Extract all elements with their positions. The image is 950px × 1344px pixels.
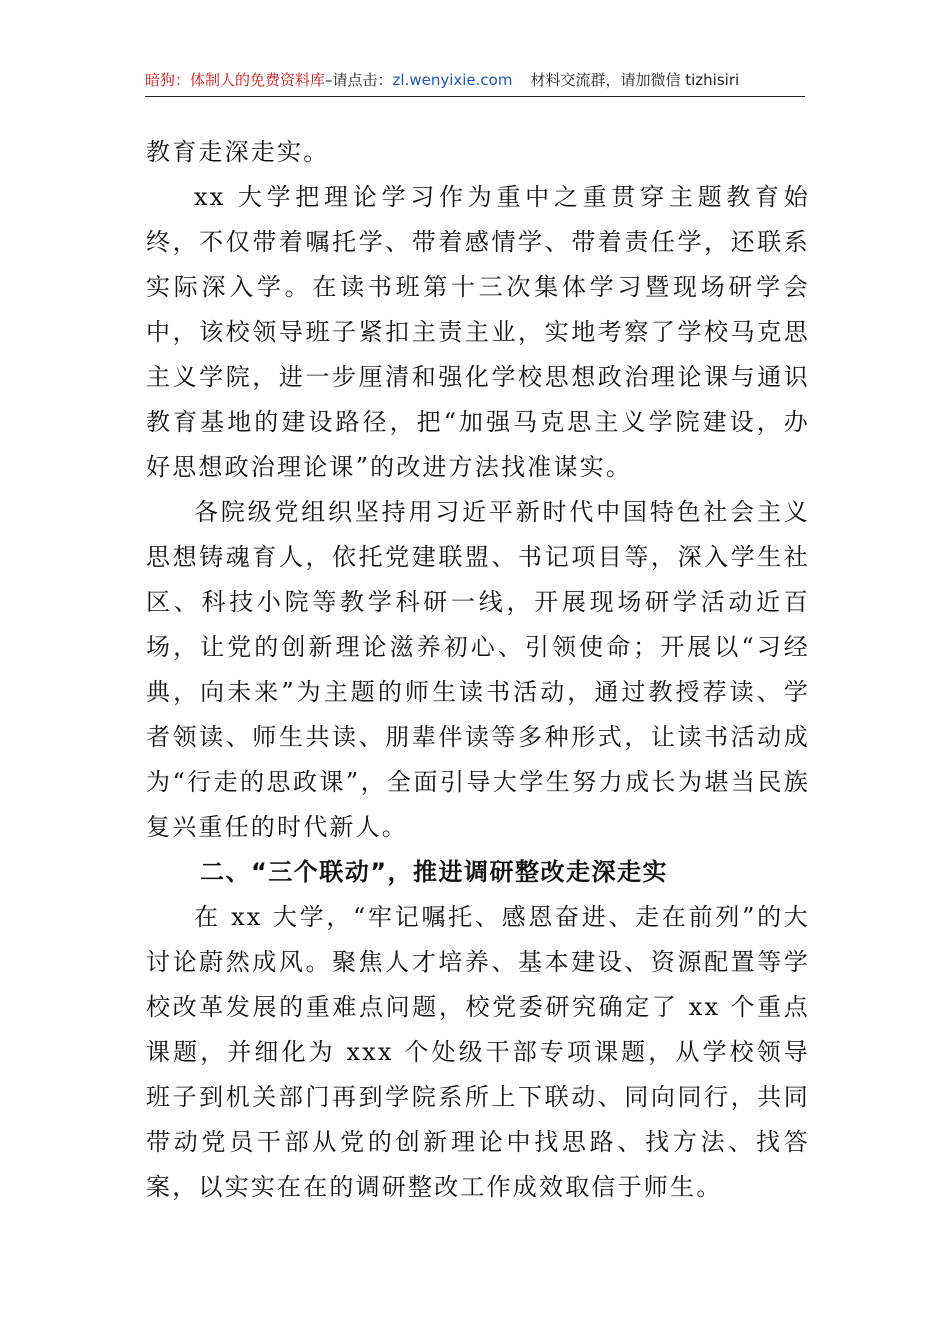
header-divider [145,96,805,97]
paragraph-research-rectification: 在 xx 大学，“牢记嘱托、感恩奋进、走在前列”的大讨论蔚然成风。聚焦人才培养、基本建设、资源配置等学校改革发展的重难点问题，校党委研究确定了 xx 个重点课题，并细化为 xxx 个处级干部专项课题，从学校领导班子到机关部门再到学院系所上下联动、同向同行，共同带动党员干部从党的创新理论中找思路、找方法、找答案，以实实在在的调研整改工作成效取信于师生。 [146,903,810,1201]
header-click-prompt: –请点击： [325,71,393,89]
header-brand: 暗狗：体制人的免费资料库 [145,71,326,89]
section-heading-two: 二、“三个联动”，推进调研整改走深走实 [200,858,669,886]
paragraph-theory-study: xx 大学把理论学习作为重中之重贯穿主题教育始终，不仅带着嘱托学、带着感情学、带着责任学，还联系实际深入学。在读书班第十三次集体学习暨现场研学会中，该校领导班子紧扣主责主业，实地考察了学校马克思主义学院，进一步厘清和强化学校思想政治理论课与通识教育基地的建设路径，把“加强马克思主义学院建设，办好思想政治理论课”的改进方法找准谋实。 [146,183,810,481]
page-header [145,66,805,94]
paragraph-party-organizations: 各院级党组织坚持用习近平新时代中国特色社会主义思想铸魂育人，依托党建联盟、书记项目等，深入学生社区、科技小院等教学科研一线，开展现场研学活动近百场，让党的创新理论滋养初心、引领使命；开展以“习经典，向未来”为主题的师生读书活动，通过教授荐读、学者领读、师生共读、朋辈伴读等多种形式，让读书活动成为“行走的思政课”，全面引导大学生努力成长为堪当民族复兴重任的时代新人。 [146,498,810,841]
header-group-text: 材料交流群，请加微信 tizhisiri [530,71,740,89]
header-url-link[interactable]: zl.wenyixie.com [392,71,513,89]
document-body [146,130,810,1210]
paragraph-continuation: 教育走深走实。 [146,138,330,166]
